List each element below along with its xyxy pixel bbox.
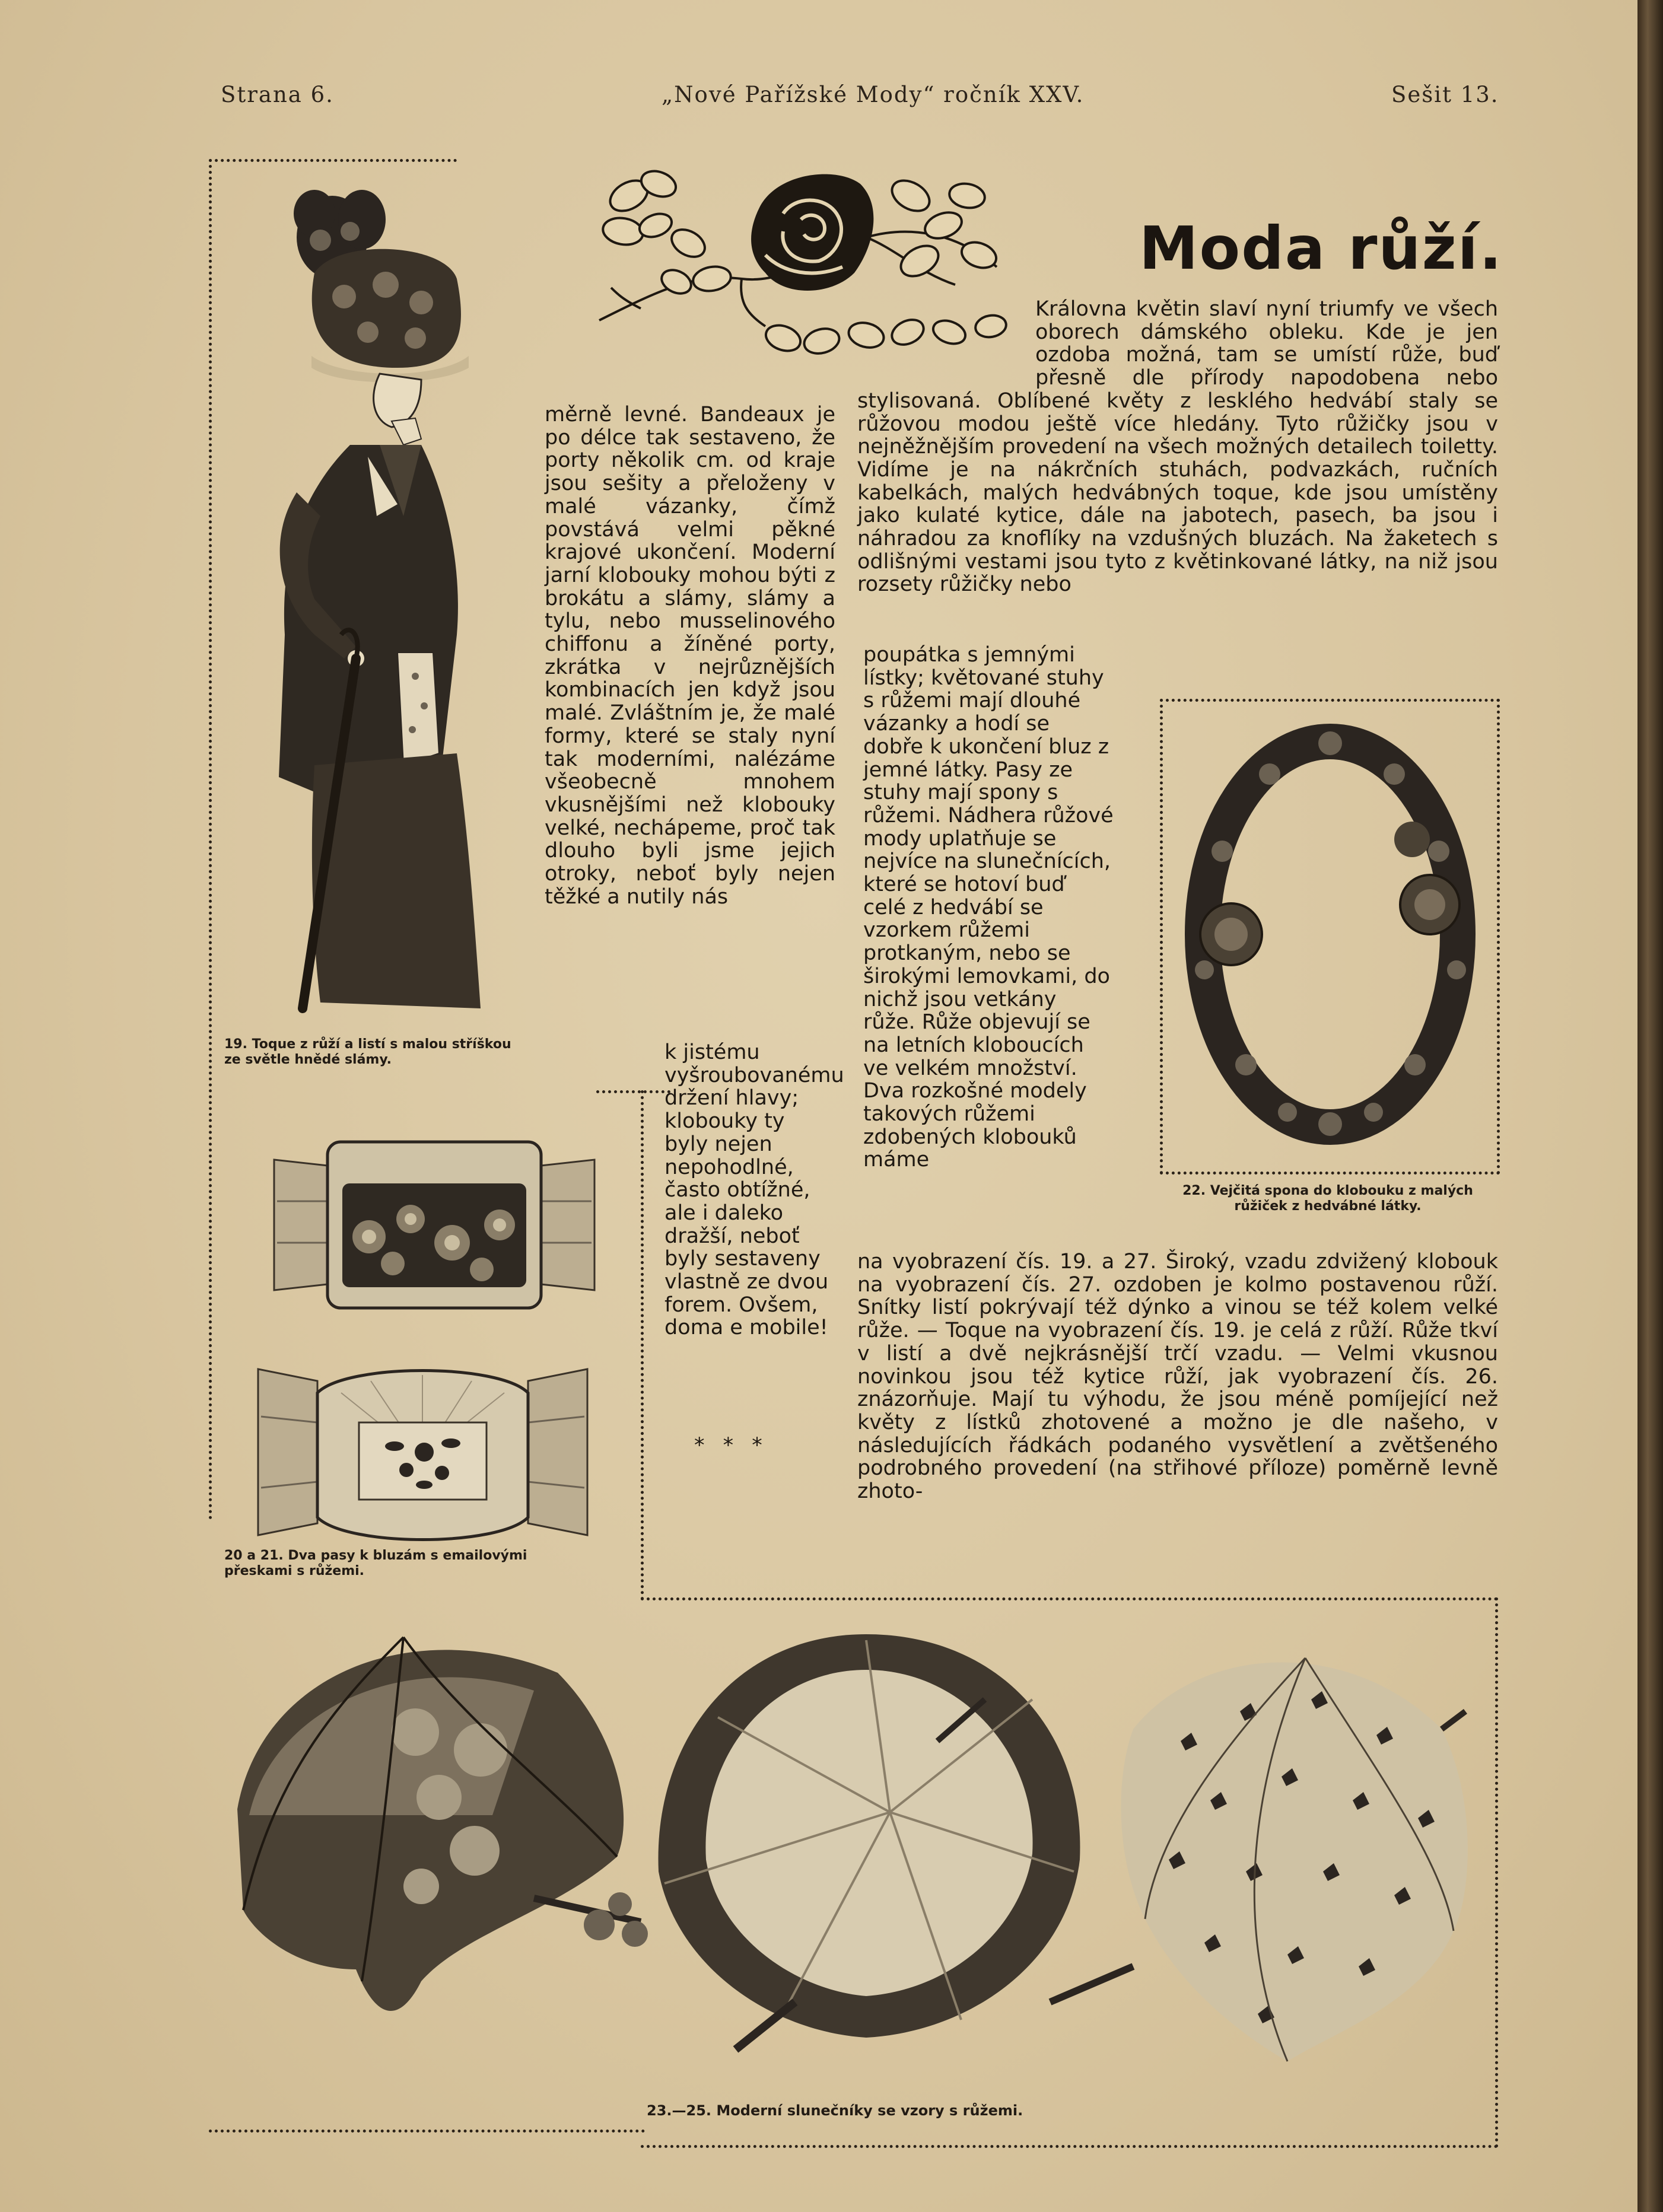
fig19-caption: 19. Toque z růží a listí s malou stříškou ze světle hnědé slámy. (224, 1037, 511, 1067)
issue-number: Sešit 13. (1391, 82, 1499, 107)
article-intro (857, 298, 1498, 648)
article-column-left-narrow (664, 1040, 844, 1474)
section-stars: * * * (694, 1434, 762, 1457)
column-left-narrow-text: k jistému vyšroubovanému držení hlavy; klobouky ty byly nejen nepohodlné, často obtížné, ale i daleko dražší, neboť byly sestaveny vlastně ze dvou forem. Ovšem, doma e mobile! (664, 1040, 844, 1340)
fig21-illustration (252, 1357, 593, 1553)
fig20-illustration (268, 1136, 600, 1314)
page-number: Strana 6. (221, 82, 334, 107)
article-bottom-text: na vyobrazení čís. 19. a 27. Široký, vzadu zdvižený klobouk na vyobrazení čís. 27. ozdoben je kolmo postavenou růží. Snítky listí pokrývají též dýnko a vinou se též kolem velké růže. — Toque na vyobrazení čís. 19. je celá z růží. Růže tkví v listí a dvě nejkrásnější trčí vzadu. — Velmi vkusnou novinkou jsou též kytice růží, jak vyobrazení čís. 26. znázorňuje. Mají tu výhodu, že jsou méně pomíjející než květy z lístků zhotovené a možno je dle našeho, v následujících řádkách podaného vysvětlení a zvětšeného podrobného provedení (na střihové příloze) poměrně levně zhoto- (857, 1250, 1498, 1504)
column-middle-text: poupátka s jemnými lístky; květované stuhy s růžemi mají dlouhé vázanky a hodí se dobře k ukončení bluz z jemné látky. Pasy ze stuhy mají spony s růžemi. Nádhera růžové mody uplatňuje se nejvíce na slunečnících, které se hotoví buď celé z hedvábí se vzorkem růžemi protkaným, nebo se širokými lemovkami, do nichž jsou vetkány růže. Růže objevují se na letních kloboucích ve velkém množství. Dva rozkošné modely takových růžemi zdobených klobouků máme (863, 643, 1114, 1172)
fig25-parasol (1109, 1622, 1483, 2085)
binding-edge (1637, 0, 1663, 2212)
fig20-21-caption: 20 a 21. Dva pasy k bluzám s emailovými přeskami s růžemi. (224, 1548, 527, 1578)
figure-frame-left-side (209, 159, 212, 1520)
article-column-middle (863, 644, 1114, 1255)
article-column-left (545, 403, 835, 1056)
fig23-25-caption: 23.—25. Moderní slunečníky se vzory s růžemi. (647, 2102, 1023, 2119)
fig23-parasol (225, 1602, 653, 2088)
frame-inner-step (596, 1090, 670, 1093)
intro-text: Královna květin slaví nyní triumfy ve všech oborech dámského obleku. Kde je jen ozdoba možná, tam se umístí růže, buď přesně dle přírody napodobena nebo stylisovaná. Oblíbené květy z lesklého hedvábí staly se růžovou modou ještě více hledány. Tyto růžičky jsou v nejněžnějším provedení na všech možných detailech toiletty. Vidíme je na nákrčních stuhách, podvazkách, ručních kabelkách, malých hedvábných toque, kde jsou umístěny jako kulaté kytice, dále na jabotech, pasech, ba jsou i náhradou za knoflíky na vzdušných bluzách. Na žaketech s odlišnými vestami jsou tyto z květinkované látky, na niž jsou rozsety růžičky nebo (857, 297, 1498, 597)
fig22-caption: 22. Vejčitá spona do klobouku z malých růžiček z hedvábné látky. (1182, 1183, 1473, 1214)
fig19-illustration (243, 184, 522, 1026)
figure-frame-left (209, 159, 457, 162)
fig22-illustration (1181, 721, 1480, 1148)
figure-frame-bottom-left (209, 2130, 645, 2133)
magazine-title: „Nové Pařížské Mody“ ročník XXV. (662, 82, 1085, 107)
article-title: Moda růží. (1139, 214, 1503, 283)
frame-inner-vertical (641, 1090, 644, 1600)
fig24-parasol (641, 1622, 1092, 2049)
article-bottom (857, 1250, 1498, 1571)
column-left-text: měrně levné. Bandeaux je po délce tak sestaveno, že porty několik cm. od kraje jsou sešity a přeloženy v malé vázanky, čímž povstává velmi pěkné krajové ukončení. Moderní jarní klobouky mohou býti z brokátu a slámy, slámy a tylu, nebo musselinového chiffonu a žíněné porty, zkrátka v nejrůznějších kombinacích jen když jsou malé. Zvláštním je, že malé formy, které se staly nyní tak moderními, nalézáme všeobecně mnohem vkusnějšími než klobouky velké, nechápeme, proč tak dlouho byli jsme jejich otroky, neboť byly nejen těžké a nutily nás (545, 403, 835, 909)
